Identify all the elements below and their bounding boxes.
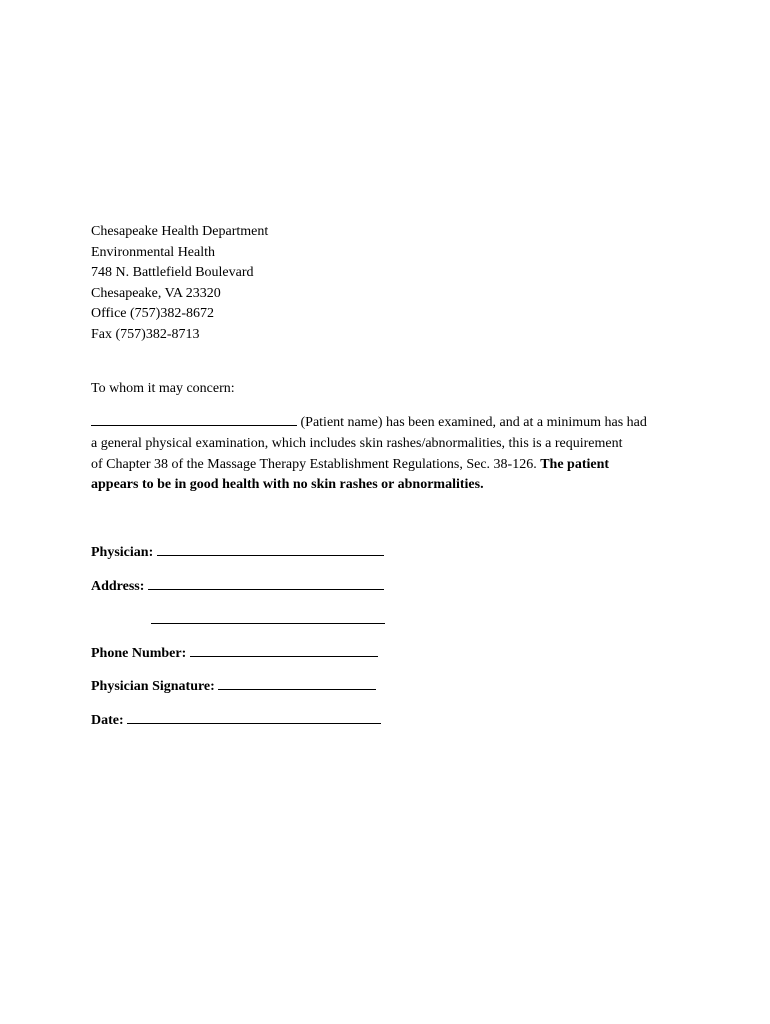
date-field [91, 709, 381, 730]
body-line-3-text: of Chapter 38 of the Massage Therapy Establishment Regulations, Sec. 38-126. [91, 456, 541, 472]
date-label: Date: [91, 713, 124, 728]
signature-field [91, 675, 376, 696]
phone-label: Phone Number: [91, 646, 187, 661]
phone-field [91, 642, 378, 663]
signature-input-line[interactable] [218, 675, 376, 690]
address-input-line[interactable] [148, 575, 384, 590]
body-paragraph [91, 412, 691, 496]
body-line-1 [91, 412, 691, 434]
physician-field [91, 541, 384, 562]
body-line-1-text: (Patient name) has been examined, and at a minimum has had [297, 415, 647, 430]
body-line-2: a general physical examination, which includes skin rashes/abnormalities, this is a requirement [91, 435, 623, 451]
date-input-line[interactable] [127, 709, 381, 724]
address-line-2[interactable] [151, 622, 385, 624]
org-name: Chesapeake Health Department [91, 224, 269, 239]
body-line-4 [91, 475, 691, 496]
address-field [91, 575, 384, 596]
body-line-3-bold: The patient [540, 456, 610, 472]
body-line-3 [91, 455, 691, 476]
signature-label: Physician Signature: [91, 679, 215, 694]
city-state-zip: Chesapeake, VA 23320 [91, 285, 221, 301]
body-line-4-bold: appears to be in good health with no skin rashes or abnormalities. [91, 477, 484, 493]
address-label: Address: [91, 579, 145, 594]
letterhead-address [91, 222, 268, 346]
street-address: 748 N. Battlefield Boulevard [91, 265, 254, 281]
patient-name-blank[interactable] [91, 412, 297, 426]
division-name: Environmental Health [91, 244, 216, 260]
office-phone: Office (757)382-8672 [91, 306, 214, 322]
physician-input-line[interactable] [157, 541, 384, 556]
greeting: To whom it may concern: [91, 381, 235, 396]
fax-number: Fax (757)382-8713 [91, 326, 200, 342]
phone-input-line[interactable] [190, 642, 378, 657]
physician-label: Physician: [91, 545, 154, 560]
